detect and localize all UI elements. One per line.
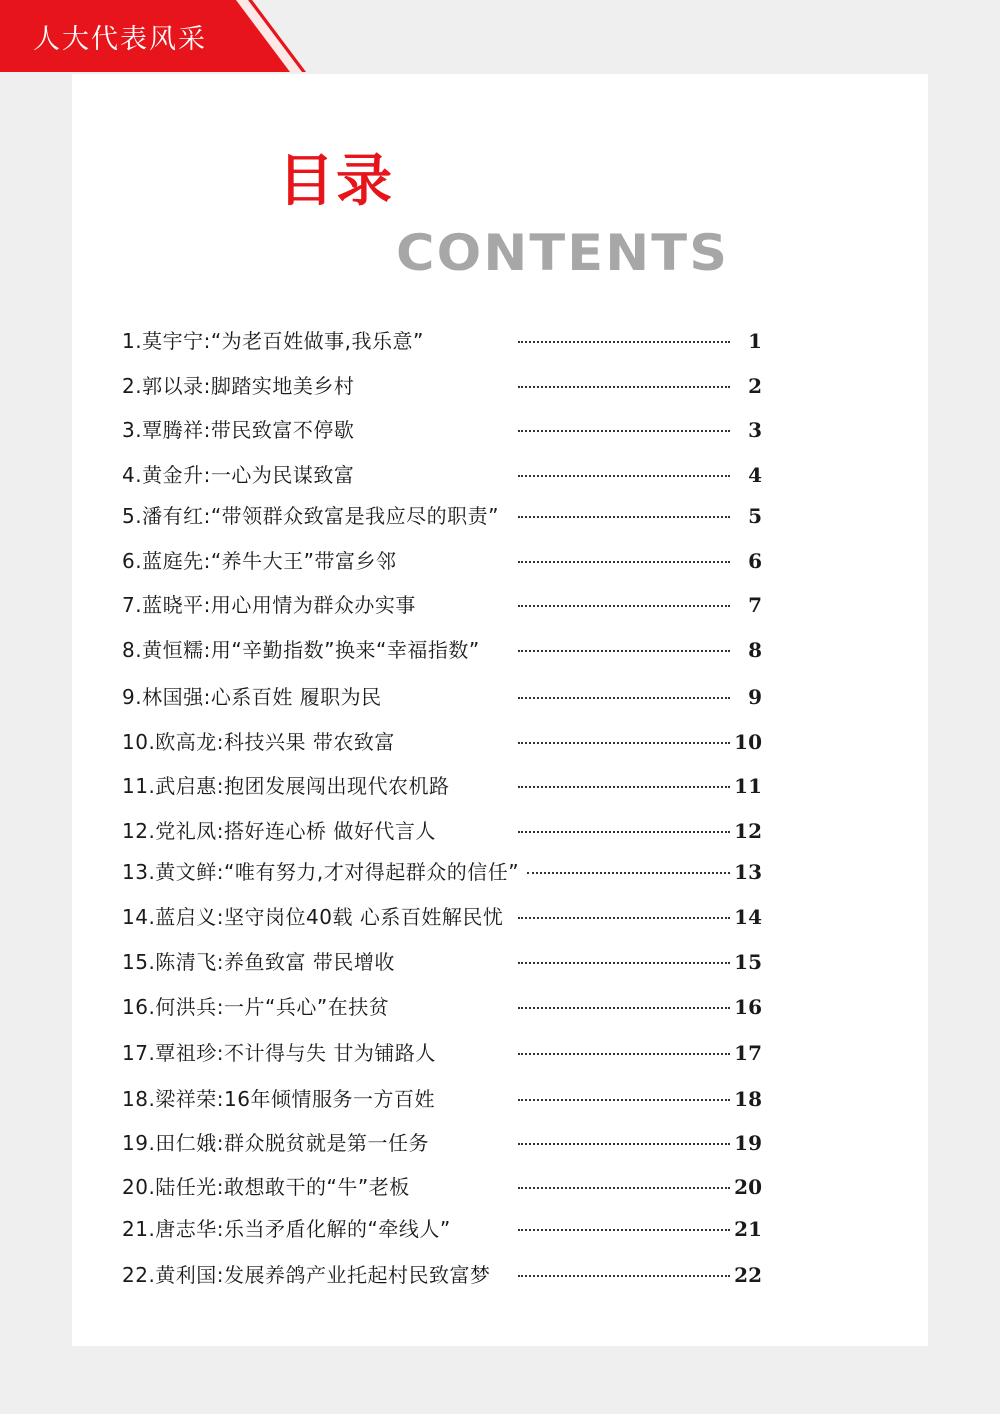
toc-page-number: 11 xyxy=(734,774,762,798)
section-banner xyxy=(0,0,320,72)
toc-leader-dots xyxy=(518,1053,730,1055)
toc-entry[interactable] xyxy=(122,947,762,977)
toc-leader-dots xyxy=(518,1007,730,1009)
toc-entry[interactable] xyxy=(122,992,762,1022)
toc-page-number: 1 xyxy=(748,329,762,353)
toc-page-number: 22 xyxy=(734,1263,762,1287)
toc-entry[interactable] xyxy=(122,635,762,665)
toc-leader-dots xyxy=(518,917,730,919)
toc-leader-dots xyxy=(518,516,730,518)
toc-entry-title: 1.莫宇宁:“为老百姓做事,我乐意” xyxy=(122,329,424,353)
toc-page-number: 7 xyxy=(748,593,762,617)
toc-leader-dots xyxy=(518,386,730,388)
toc-entry[interactable] xyxy=(122,1214,762,1244)
toc-leader-dots xyxy=(518,1275,730,1277)
toc-page-number: 13 xyxy=(734,860,762,884)
toc-page-number: 12 xyxy=(734,819,762,843)
toc-leader-dots xyxy=(518,962,730,964)
toc-entry-title: 17.覃祖珍:不计得与失 甘为铺路人 xyxy=(122,1041,436,1065)
toc-entry-title: 4.黄金升:一心为民谋致富 xyxy=(122,463,355,487)
toc-page-number: 14 xyxy=(734,905,762,929)
contents-page xyxy=(72,74,928,1346)
toc-entry[interactable] xyxy=(122,902,762,932)
toc-entry-title: 18.梁祥荣:16年倾情服务一方百姓 xyxy=(122,1087,435,1111)
toc-entry[interactable] xyxy=(122,590,762,620)
toc-entry-title: 9.林国强:心系百姓 履职为民 xyxy=(122,685,382,709)
toc-leader-dots xyxy=(518,1229,730,1231)
toc-page-number: 17 xyxy=(734,1041,762,1065)
toc-entry[interactable] xyxy=(122,816,762,846)
toc-entry[interactable] xyxy=(122,415,762,445)
page-subtitle: CONTENTS xyxy=(396,224,730,282)
toc-entry-title: 19.田仁娥:群众脱贫就是第一任务 xyxy=(122,1131,430,1155)
toc-entry[interactable] xyxy=(122,546,762,576)
toc-entry[interactable] xyxy=(122,771,762,801)
toc-entry[interactable] xyxy=(122,1084,762,1114)
toc-entry[interactable] xyxy=(122,460,762,490)
toc-page-number: 2 xyxy=(748,374,762,398)
toc-leader-dots xyxy=(518,605,730,607)
toc-leader-dots xyxy=(518,831,730,833)
toc-entry-title: 10.欧高龙:科技兴果 带农致富 xyxy=(122,730,395,754)
toc-entry[interactable] xyxy=(122,326,762,356)
toc-entry-title: 7.蓝晓平:用心用情为群众办实事 xyxy=(122,593,416,617)
toc-entry[interactable] xyxy=(122,682,762,712)
toc-entry-title: 22.黄利国:发展养鸽产业托起村民致富梦 xyxy=(122,1263,491,1287)
toc-entry[interactable] xyxy=(122,501,762,531)
page-title: 目录 xyxy=(278,149,394,214)
toc-entry-title: 8.黄恒糯:用“辛勤指数”换来“幸福指数” xyxy=(122,638,480,662)
toc-page-number: 8 xyxy=(748,638,762,662)
toc-entry-title: 14.蓝启义:坚守岗位40载 心系百姓解民忧 xyxy=(122,905,504,929)
toc-entry-title: 15.陈清飞:养鱼致富 带民增收 xyxy=(122,950,395,974)
toc-leader-dots xyxy=(527,872,730,874)
toc-page-number: 6 xyxy=(748,549,762,573)
toc-entry-title: 6.蓝庭先:“养牛大王”带富乡邻 xyxy=(122,549,397,573)
banner-title: 人大代表风采 xyxy=(33,24,207,55)
toc-leader-dots xyxy=(518,475,730,477)
toc-entry-title: 12.党礼凤:搭好连心桥 做好代言人 xyxy=(122,819,436,843)
toc-page-number: 21 xyxy=(734,1217,762,1241)
toc-page-number: 9 xyxy=(748,685,762,709)
toc-leader-dots xyxy=(518,742,730,744)
toc-leader-dots xyxy=(518,786,730,788)
toc-entry-title: 2.郭以录:脚踏实地美乡村 xyxy=(122,374,355,398)
toc-leader-dots xyxy=(518,1099,730,1101)
toc-entry-title: 16.何洪兵:一片“兵心”在扶贫 xyxy=(122,995,390,1019)
toc-page-number: 4 xyxy=(748,463,762,487)
toc-entry[interactable] xyxy=(122,857,762,887)
toc-page-number: 20 xyxy=(734,1175,762,1199)
toc-entry-title: 5.潘有红:“带领群众致富是我应尽的职责” xyxy=(122,504,500,528)
toc-leader-dots xyxy=(518,561,730,563)
toc-leader-dots xyxy=(518,650,730,652)
toc-entry[interactable] xyxy=(122,727,762,757)
toc-leader-dots xyxy=(518,430,730,432)
toc-leader-dots xyxy=(518,1143,730,1145)
toc-entry-title: 3.覃腾祥:带民致富不停歇 xyxy=(122,418,355,442)
toc-entry[interactable] xyxy=(122,1172,762,1202)
toc-entry[interactable] xyxy=(122,371,762,401)
toc-page-number: 18 xyxy=(734,1087,762,1111)
toc-page-number: 5 xyxy=(748,504,762,528)
toc-leader-dots xyxy=(518,1187,730,1189)
toc-entry[interactable] xyxy=(122,1260,762,1290)
toc-entry-title: 20.陆任光:敢想敢干的“牛”老板 xyxy=(122,1175,410,1199)
toc-entry[interactable] xyxy=(122,1128,762,1158)
toc-entry-title: 13.黄文鲜:“唯有努力,才对得起群众的信任” xyxy=(122,860,520,884)
toc-page-number: 19 xyxy=(734,1131,762,1155)
toc-page-number: 16 xyxy=(734,995,762,1019)
toc-leader-dots xyxy=(518,341,730,343)
toc-entry-title: 11.武启惠:抱团发展闯出现代农机路 xyxy=(122,774,450,798)
toc-entry-title: 21.唐志华:乐当矛盾化解的“牵线人” xyxy=(122,1217,451,1241)
toc-page-number: 3 xyxy=(748,418,762,442)
toc-page-number: 10 xyxy=(734,730,762,754)
toc-page-number: 15 xyxy=(734,950,762,974)
toc-leader-dots xyxy=(518,697,730,699)
toc-entry[interactable] xyxy=(122,1038,762,1068)
